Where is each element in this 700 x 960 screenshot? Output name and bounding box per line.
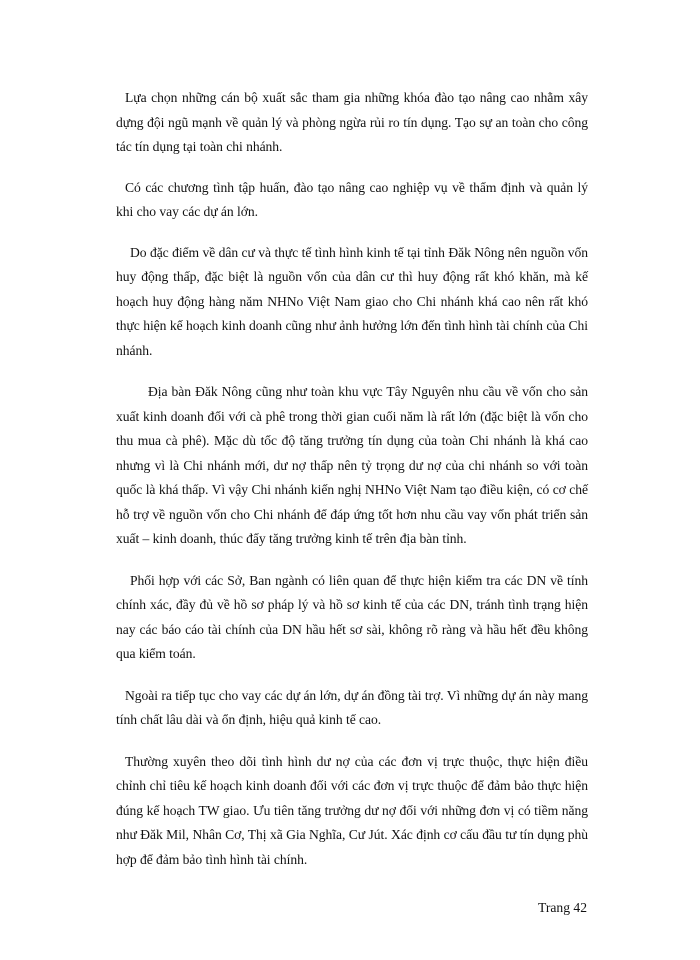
paragraph-5: Phối hợp với các Sở, Ban ngành có liên quan để thực hiện kiểm tra các DN về tính chính xác, đầy đủ về hồ sơ pháp lý và hồ sơ kinh tế của các DN, tránh tình trạng hiện nay các báo cáo tài chính của DN hầu hết sơ sài, không rõ ràng và hầu hết đều không qua kiểm toán. [116, 572, 588, 661]
document-body [116, 86, 588, 890]
paragraph-2: Có các chương tình tập huấn, đào tạo nâng cao nghiệp vụ về thẩm định và quản lý khi cho vay các dự án lớn. [116, 179, 588, 219]
paragraph-7: Thường xuyên theo dõi tình hình dư nợ của các đơn vị trực thuộc, thực hiện điều chỉnh chỉ tiêu kế hoạch kinh doanh đối với các đơn vị trực thuộc để đảm bảo thực hiện đúng kế hoạch TW giao. Ưu tiên tăng trưởng dư nợ đối với những đơn vị có tiềm năng như Đăk Mil, Nhân Cơ, Thị xã Gia Nghĩa, Cư Jút. Xác định cơ cấu đầu tư tín dụng phù hợp để đảm bảo tình hình tài chính. [116, 753, 588, 867]
paragraph-6: Ngoài ra tiếp tục cho vay các dự án lớn, dự án đồng tài trợ. Vì những dự án này mang tính chất lâu dài và ổn định, hiệu quả kinh tế cao. [116, 687, 588, 727]
page-number: Trang 42 [538, 900, 587, 915]
paragraph-1: Lựa chọn những cán bộ xuất sắc tham gia những khóa đào tạo nâng cao nhằm xây dựng đội ngũ mạnh về quản lý và phòng ngừa rủi ro tín dụng. Tạo sự an toàn cho công tác tín dụng tại toàn chi nhánh. [116, 90, 588, 154]
paragraph-4: Địa bàn Đăk Nông cũng như toàn khu vực Tây Nguyên nhu cầu về vốn cho sản xuất kinh doanh đối với cà phê trong thời gian cuối năm là rất lớn (đặc biệt là vốn cho thu mua cà phê). Mặc dù tốc độ tăng trưởng tín dụng của toàn Chi nhánh là khá cao nhưng vì là Chi nhánh mới, dư nợ thấp nên tỷ trọng dư nợ của chi nhánh so với toàn quốc là khá thấp. Vì vậy Chi nhánh kiến nghị NHNo Việt Nam tạo điều kiện, có cơ chế hỗ trợ về nguồn vốn cho Chi nhánh để đáp ứng tốt hơn nhu cầu vay vốn phát triển sản xuất – kinh doanh, thúc đẩy tăng trưởng kinh tế trên địa bàn tỉnh. [116, 384, 588, 546]
paragraph-3: Do đặc điểm về dân cư và thực tế tình hình kinh tế tại tỉnh Đăk Nông nên nguồn vốn huy động thấp, đặc biệt là nguồn vốn của dân cư thì huy động rất khó khăn, mà kế hoạch huy động hàng năm NHNo Việt Nam giao cho Chi nhánh khá cao nên rất khó thực hiện kế hoạch kinh doanh cũng như ảnh hưởng lớn đến tình hình tài chính của Chi nhánh. [116, 244, 588, 358]
